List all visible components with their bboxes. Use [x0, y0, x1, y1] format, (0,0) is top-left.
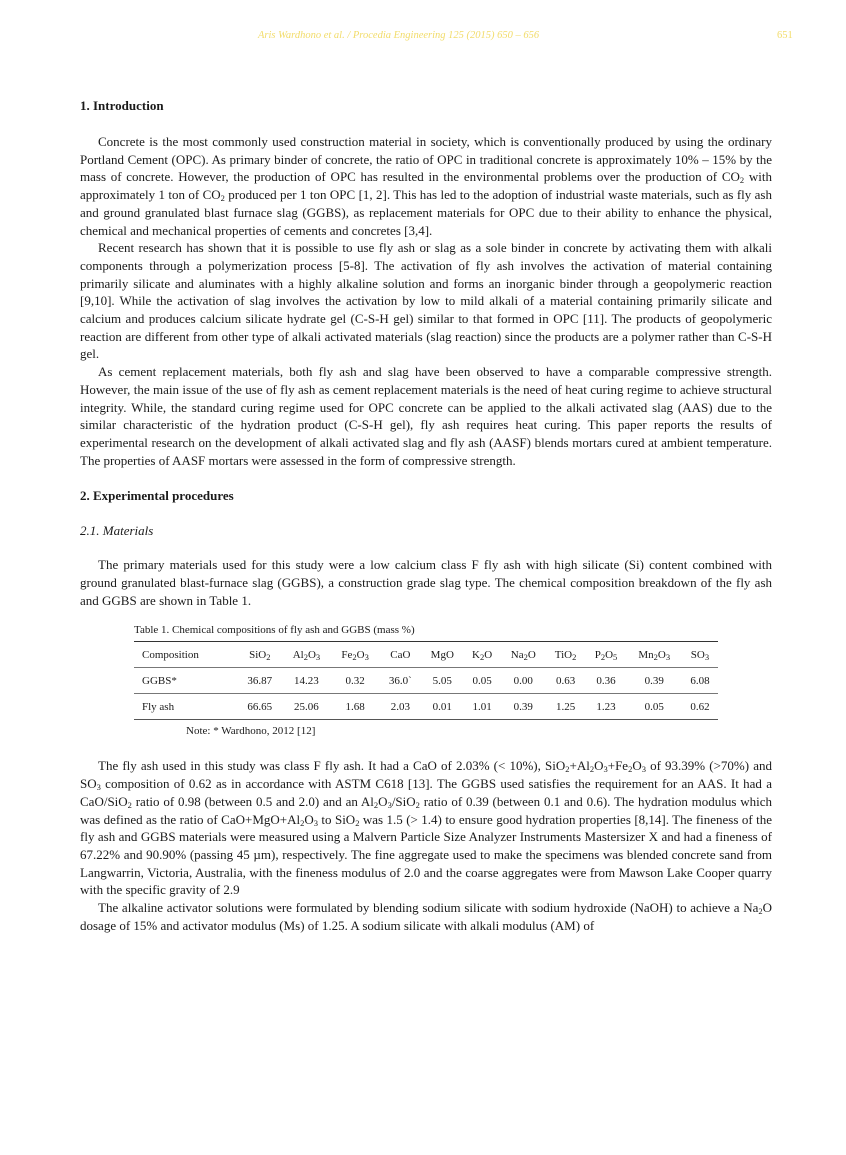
subscript: 2 — [600, 651, 606, 662]
text-span: The fly ash used in this study was class F fly ash. It had a CaO of 2.03% (< 10%), SiO — [98, 758, 566, 774]
subscript: 2 — [220, 193, 225, 204]
table-cell: 0.01 — [432, 700, 452, 713]
subscript: 2 — [127, 799, 132, 810]
column-header — [501, 642, 546, 668]
header-text: SO — [690, 648, 705, 661]
text-span: /SiO — [391, 793, 416, 809]
subscript: 2 — [589, 764, 595, 775]
subscript: 2 — [266, 651, 271, 662]
table-cell: 14.23 — [282, 668, 331, 694]
header-text: O — [657, 648, 666, 661]
subscript: 3 — [704, 651, 710, 662]
header-text: O — [605, 648, 614, 661]
table-cell: 6.08 — [682, 668, 718, 694]
intro-paragraph-2: Recent research has shown that it is possible to use fly ash or slag as a sole binder in concrete by activating them with alkali components through a polymerization process [5-8]. The activation of fly ash involves the activation of material containing primarily silicate and aluminates with a highly alkaline solution and forms an inorganic binder through a geopolymeric reaction [9,10]. While the activation of slag involves the activation by low to mild alkali of a material containing primarily silicate and calcium and produces calcium silicate hydrate gel (C-S-H gel) similar to that formed in OPC [11]. The products of geopolymeric reaction are different from other type of alkali activated materials (slag reaction) since the products are a polymer rather than C-S-H gel. — [80, 240, 772, 362]
column-header — [380, 642, 422, 668]
table-cell: 0.62 — [690, 700, 710, 713]
table-cell: 0.39 — [627, 668, 682, 694]
materials-paragraph-3 — [80, 899, 772, 934]
text-span: O — [304, 811, 314, 827]
subscript: 3 — [313, 817, 318, 828]
subscript: 3 — [387, 799, 392, 810]
text-span: with approximately 1 ton of CO — [80, 169, 772, 203]
column-header — [421, 642, 463, 668]
table-cell: 0.39 — [513, 700, 533, 713]
subscript: 2 — [479, 651, 485, 662]
subscript: 2 — [352, 651, 357, 662]
header-text: CaO — [390, 648, 411, 661]
header-text: K — [472, 648, 480, 661]
subscript: 2 — [415, 799, 420, 810]
text-span: +Fe — [607, 758, 629, 774]
text-span: produced per 1 ton OPC [1, 2]. This has led to the adoption of industrial waste materials, such as fly ash and ground granulated blast furnace slag (GGBS), as replacement materials for OPC due to their ability to enhance the physical, chemical and mechanical properties of cements and concretes [3,4]. — [80, 187, 772, 238]
subscript: 2 — [653, 651, 658, 662]
text-span: was 1.5 (> 1.4) to ensure good hydration properties [8,14]. The fineness of the fly ash and GGBS materials were measured using a Malvern Particle Size Analyzer Instruments Mastersizer X and had a fineness of 67.22% and 90.90% (passing 45 µm), respectively. The fine aggregate used to make the specimens was blended concrete sand from Langwarrin, Victoria, Australia, with the fineness modulus of 2.0 and the coarse aggregates were from Mawson Lake Cooper quarry with the specific gravity of 2.9 — [80, 811, 772, 898]
table-cell: 0.32 — [331, 668, 380, 694]
header-text: Composition — [142, 648, 199, 661]
column-header — [546, 642, 586, 668]
column-header — [682, 642, 718, 668]
header-text: O — [527, 648, 536, 661]
table-cell: 1.23 — [596, 700, 616, 713]
subscript: 2 — [355, 817, 360, 828]
materials-paragraph-1: The primary materials used for this study were a low calcium class F fly ash with high silicate (Si) content combined with ground granulated blast-furnace slag (GGBS), a construction grade slag type. The chemical composition breakdown of the fly ash and GGBS are shown in Table 1. — [80, 557, 772, 608]
section-heading-introduction: 1. Introduction — [80, 98, 164, 113]
table-row — [134, 694, 718, 720]
header-text: Mn — [638, 648, 654, 661]
text-span: +Al — [569, 758, 590, 774]
subscript: 3 — [364, 651, 369, 662]
table-cell: 1.25 — [555, 700, 576, 713]
subscript: 2 — [303, 651, 308, 662]
table-note — [134, 723, 772, 739]
header-text: Na — [510, 648, 524, 661]
column-header — [627, 642, 682, 668]
text-span: Concrete is the most commonly used construction material in society, which is conventionally produced by using the ordinary Portland Cement (OPC). As primary binder of concrete, the ratio of OPC in traditional concrete is approximately 10% – 15% by the mass of concrete. However, the production of OPC has resulted in the environmental problems over the production of CO — [80, 134, 772, 185]
table-header-row — [134, 642, 718, 668]
running-head-title: Aris Wardhono et al. / Procedia Engineering 125 (2015) 650 – 656 — [258, 30, 540, 41]
table-cell: 36.87 — [238, 668, 283, 694]
subscript: 5 — [613, 651, 618, 662]
text-span: ratio of 0.39 (between 0.1 and 0.6). The hydration modulus which was defined as the ratio of CaO+MgO+Al — [80, 793, 772, 827]
table-cell: 1.01 — [472, 700, 492, 713]
table-cell: 0.36 — [585, 668, 626, 694]
column-header — [585, 642, 626, 668]
column-header — [238, 642, 283, 668]
subscript: 3 — [96, 782, 101, 793]
subscript: 3 — [641, 764, 646, 775]
table-1 — [134, 623, 718, 720]
section-heading-experimental: 2. Experimental procedures — [80, 488, 234, 504]
row-label: Fly ash — [142, 700, 175, 713]
subscript: 2 — [300, 817, 305, 828]
page-number: 651 — [777, 30, 793, 41]
subscript: 3 — [315, 651, 321, 662]
page-body — [80, 96, 772, 935]
text-span: The alkaline activator solutions were formulated by blending sodium silicate with sodium hydroxide (NaOH) to achieve a Na — [98, 900, 759, 916]
subscript: 2 — [565, 764, 570, 775]
running-head — [0, 30, 846, 46]
intro-paragraph-1 — [80, 133, 772, 239]
header-text: O — [356, 648, 365, 661]
table-cell: 0.05 — [463, 668, 500, 694]
header-text: O — [484, 648, 493, 661]
header-text: TiO — [554, 648, 573, 661]
subscript: 2 — [523, 651, 528, 662]
table-cell: 0.00 — [501, 668, 546, 694]
header-text: O — [307, 648, 316, 661]
header-text: SiO — [249, 648, 267, 661]
header-text: Al — [292, 648, 304, 661]
column-header — [134, 642, 238, 668]
header-text: Fe — [341, 648, 353, 661]
table-cell: 0.63 — [546, 668, 586, 694]
subscript: 2 — [572, 651, 577, 662]
column-header — [282, 642, 331, 668]
table-row — [134, 668, 718, 694]
table-cell: 25.06 — [294, 700, 319, 713]
subscript: 3 — [665, 651, 671, 662]
header-text: MgO — [430, 648, 454, 661]
subsection-heading-materials: 2.1. Materials — [80, 523, 154, 539]
text-span: composition of 0.62 as in accordance with ASTM C618 [13]. The GGBS used satisfies the requirement for an AAS. It had a CaO/SiO — [80, 776, 772, 809]
subscript: 2 — [373, 799, 379, 810]
subscript: 3 — [603, 764, 608, 775]
table-cell: 5.05 — [421, 668, 463, 694]
subscript: 2 — [628, 764, 633, 775]
text-span: ratio of 0.98 (between 0.5 and 2.0) and an Al — [131, 793, 374, 809]
text-span: to SiO — [317, 811, 356, 827]
table-cell: 0.05 — [644, 700, 664, 713]
text-span: O — [632, 758, 642, 774]
text-span: O — [378, 793, 388, 809]
table-cell: 2.03 — [390, 700, 410, 713]
intro-paragraph-3: As cement replacement materials, both fly ash and slag have been observed to have a comparable compressive strength. However, the main issue of the use of fly ash as cement replacement materials is the need of heat curing regime to achieve structural integrity. While, the standard curing regime used for OPC concrete can be applied to the alkali activated slag (AAS) due to the similar characteristic of the hydration product (C-S-H gel), fly ash requires heat curing. This paper reports the results of experimental research on the development of alkali activated slag and fly ash (AASF) blends mortars cured at ambient temperature. The properties of AASF mortars were assessed in the form of compressive strength. — [80, 364, 772, 468]
table-cell: 1.68 — [345, 700, 365, 713]
table-caption: Table 1. Chemical compositions of fly ash and GGBS (mass %) — [134, 624, 415, 637]
subscript: 2 — [758, 906, 763, 917]
table-cell: 36.0` — [380, 668, 422, 694]
row-label: GGBS* — [134, 668, 238, 694]
text-span: of 93.39% (>70%) and SO — [80, 758, 772, 792]
subscript: 2 — [739, 175, 745, 186]
table-note-text: Note: * Wardhono, 2012 [12] — [186, 725, 316, 738]
text-span: O — [594, 758, 604, 774]
column-header — [331, 642, 380, 668]
chemical-composition-table — [134, 641, 718, 720]
text-span: O dosage of 15% and activator modulus (Ms) of 1.25. A sodium silicate with alkali modulus (AM) of — [80, 900, 772, 933]
materials-paragraph-2 — [80, 757, 772, 899]
column-header — [463, 642, 500, 668]
header-text: P — [594, 648, 601, 661]
table-cell: 66.65 — [247, 700, 273, 713]
